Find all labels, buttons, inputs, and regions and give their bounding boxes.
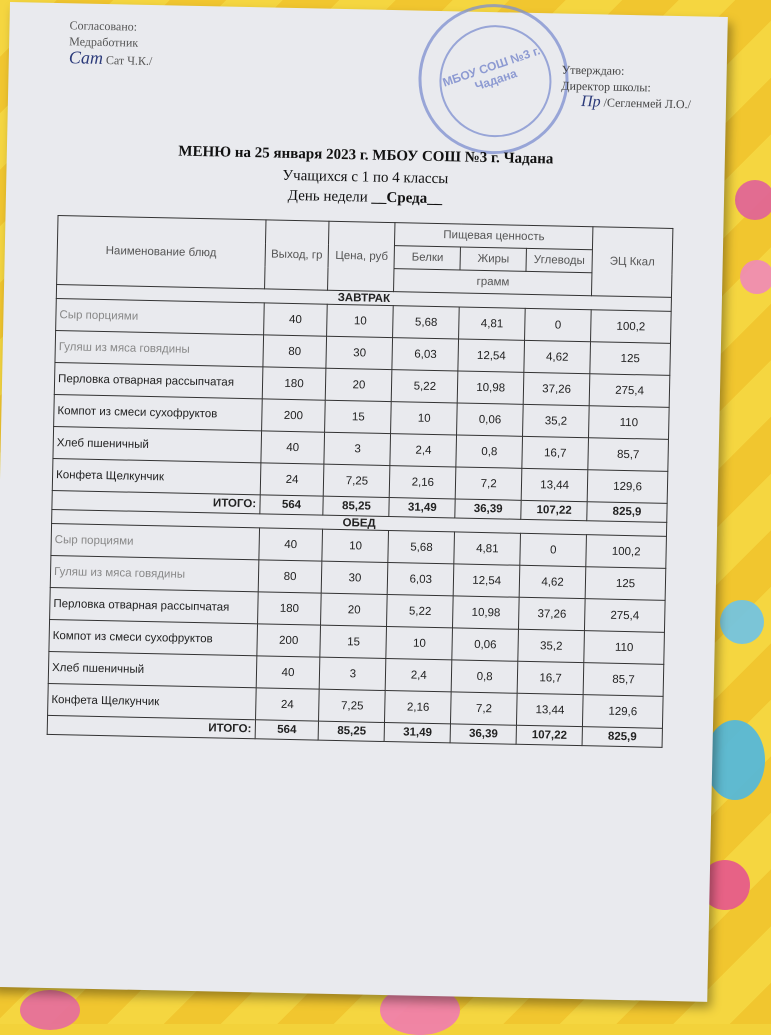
cell-fat: 0,8 xyxy=(451,660,518,693)
agreed-signature-line xyxy=(69,49,153,69)
cell-yield: 180 xyxy=(262,367,327,400)
cell-carbs: 0 xyxy=(520,533,587,566)
cell-energy: 125 xyxy=(590,342,671,376)
cell-carbs: 35,2 xyxy=(523,404,590,437)
total-label: ИТОГО: xyxy=(47,715,255,738)
menu-table xyxy=(47,215,674,748)
cell-protein: 5,68 xyxy=(393,306,460,339)
cell-energy: 85,7 xyxy=(583,663,664,697)
cell-fat: 12,54 xyxy=(453,564,520,597)
cell-fat: 4,81 xyxy=(459,307,526,340)
cell-fat: 4,81 xyxy=(454,532,521,565)
cell-carbs: 16,7 xyxy=(522,436,589,469)
cell-yield: 40 xyxy=(260,431,325,464)
cell-carbs: 16,7 xyxy=(517,661,584,694)
breakfast-rows xyxy=(52,299,671,504)
cell-carbs: 4,62 xyxy=(524,340,591,373)
cell-protein: 5,22 xyxy=(387,595,454,628)
cell-protein: 10 xyxy=(386,627,453,660)
cell-fat: 0,8 xyxy=(456,435,523,468)
cell-yield: 40 xyxy=(256,656,321,689)
approved-signature-line xyxy=(561,94,691,113)
school-stamp-icon xyxy=(417,3,570,156)
cell-price: 7,25 xyxy=(324,464,391,497)
page-subtitle: Учащихся с 1 по 4 классы xyxy=(282,167,449,188)
total-fat: 36,39 xyxy=(450,724,516,744)
cell-yield: 80 xyxy=(262,335,327,368)
col-energy: ЭЦ Ккал xyxy=(592,227,673,298)
agreed-signature: Сат Ч.К./ xyxy=(105,53,153,68)
cell-fat: 0,06 xyxy=(457,403,524,436)
agreed-label: Согласовано: xyxy=(69,18,138,34)
col-name: Наименование блюд xyxy=(57,216,266,289)
cell-fat: 10,98 xyxy=(457,371,524,404)
cell-fat: 7,2 xyxy=(451,692,518,725)
cell-carbs: 35,2 xyxy=(518,629,585,662)
cell-protein: 5,68 xyxy=(388,531,455,564)
total-energy: 825,9 xyxy=(582,727,662,748)
cell-price: 3 xyxy=(324,432,391,465)
cell-yield: 80 xyxy=(258,560,323,593)
cell-price: 30 xyxy=(326,336,393,369)
cell-protein: 10 xyxy=(391,402,458,435)
cell-protein: 2,16 xyxy=(390,466,457,499)
cell-name: Компот из смеси сухофруктов xyxy=(54,395,262,431)
col-carbs: Углеводы xyxy=(526,248,592,272)
flower-decoration xyxy=(740,260,771,294)
approved-role: Директор школы: xyxy=(561,78,651,95)
menu-sheet xyxy=(0,2,728,1002)
section-breakfast: ЗАВТРАК xyxy=(56,285,671,312)
total-carbs: 107,22 xyxy=(521,500,587,520)
page-title: МЕНЮ на 25 января 2023 г. МБОУ СОШ №3 г. Чадана xyxy=(178,143,554,168)
cell-price: 20 xyxy=(326,368,393,401)
cell-yield: 180 xyxy=(257,592,322,625)
cell-name: Перловка отварная рассыпчатая xyxy=(50,587,258,623)
cell-protein: 2,16 xyxy=(385,691,452,724)
cell-energy: 110 xyxy=(589,406,670,440)
total-protein: 31,49 xyxy=(384,723,450,743)
col-price: Цена, руб xyxy=(328,221,395,291)
cell-energy: 275,4 xyxy=(585,599,666,633)
flower-decoration xyxy=(735,180,771,220)
medic-signature-icon: Сат xyxy=(68,47,104,68)
col-fat: Жиры xyxy=(460,247,526,271)
cell-energy: 129,6 xyxy=(583,695,664,729)
cell-protein: 6,03 xyxy=(392,338,459,371)
approved-label: Утверждаю: xyxy=(561,62,625,78)
cell-carbs: 4,62 xyxy=(519,565,586,598)
section-lunch: ОБЕД xyxy=(52,509,667,536)
total-carbs: 107,22 xyxy=(516,725,582,745)
cell-price: 15 xyxy=(320,625,387,658)
cell-carbs: 13,44 xyxy=(521,468,588,501)
col-nutrition: Пищевая ценность xyxy=(395,223,593,250)
cell-energy: 110 xyxy=(584,631,665,665)
cell-protein: 5,22 xyxy=(392,370,459,403)
cell-energy: 100,2 xyxy=(591,310,672,344)
cell-price: 10 xyxy=(327,304,394,337)
cell-yield: 200 xyxy=(256,624,321,657)
cell-price: 3 xyxy=(320,657,387,690)
cell-name: Сыр порциями xyxy=(51,523,259,559)
col-yield: Выход, гр xyxy=(264,220,329,290)
cell-energy: 125 xyxy=(585,567,666,601)
weekday-value: __Среда__ xyxy=(371,189,443,208)
cell-name: Компот из смеси сухофруктов xyxy=(49,619,257,655)
cell-name: Гуляш из мяса говядины xyxy=(50,555,258,591)
total-yield: 564 xyxy=(255,720,319,740)
cell-fat: 10,98 xyxy=(453,596,520,629)
agreed-block xyxy=(69,17,154,69)
cell-name: Конфета Щелкунчик xyxy=(52,458,260,494)
cell-price: 7,25 xyxy=(319,689,386,722)
cell-energy: 85,7 xyxy=(588,438,669,472)
cell-fat: 7,2 xyxy=(455,467,522,500)
stamp-text: МБОУ СОШ №3 г. Чадана xyxy=(440,43,542,94)
cell-yield: 200 xyxy=(261,399,326,432)
director-signature-icon: Пр xyxy=(580,92,601,111)
cell-yield: 24 xyxy=(255,688,320,721)
agreed-role: Медработник xyxy=(69,34,139,50)
flower-decoration xyxy=(705,720,765,800)
cell-name: Гуляш из мяса говядины xyxy=(55,331,263,367)
cell-name: Перловка отварная рассыпчатая xyxy=(54,363,262,399)
cell-protein: 6,03 xyxy=(388,563,455,596)
cell-price: 15 xyxy=(325,400,392,433)
cell-carbs: 0 xyxy=(525,308,592,341)
total-price: 85,25 xyxy=(319,721,385,741)
cell-name: Хлеб пшеничный xyxy=(53,427,261,463)
flower-decoration xyxy=(20,990,80,1030)
lunch-rows xyxy=(48,523,667,728)
total-protein: 31,49 xyxy=(389,498,455,518)
cell-energy: 129,6 xyxy=(587,470,668,504)
approved-block xyxy=(561,62,692,113)
cell-name: Конфета Щелкунчик xyxy=(48,683,256,719)
cell-name: Хлеб пшеничный xyxy=(48,651,256,687)
total-energy: 825,9 xyxy=(587,502,667,523)
flower-decoration xyxy=(720,600,764,644)
total-fat: 36,39 xyxy=(455,499,521,519)
cell-energy: 100,2 xyxy=(586,535,667,569)
cell-yield: 24 xyxy=(260,463,325,496)
cell-price: 10 xyxy=(322,529,389,562)
cell-carbs: 13,44 xyxy=(517,693,584,726)
col-protein: Белки xyxy=(394,246,460,270)
col-unit: грамм xyxy=(394,269,592,296)
cell-fat: 12,54 xyxy=(458,339,525,372)
cell-carbs: 37,26 xyxy=(519,597,586,630)
total-yield: 564 xyxy=(259,495,323,515)
total-price: 85,25 xyxy=(323,496,389,516)
total-label: ИТОГО: xyxy=(52,490,260,513)
cell-protein: 2,4 xyxy=(386,659,453,692)
cell-name: Сыр порциями xyxy=(56,299,264,335)
cell-yield: 40 xyxy=(263,303,328,336)
cell-yield: 40 xyxy=(258,528,323,561)
cell-fat: 0,06 xyxy=(452,628,519,661)
cell-protein: 2,4 xyxy=(390,434,457,467)
cell-price: 30 xyxy=(322,561,389,594)
cell-price: 20 xyxy=(321,593,388,626)
weekday-label: День недели xyxy=(287,187,368,206)
cell-carbs: 37,26 xyxy=(523,372,590,405)
approved-signature: /Сегленмей Л.О./ xyxy=(603,95,692,112)
cell-energy: 275,4 xyxy=(589,374,670,408)
